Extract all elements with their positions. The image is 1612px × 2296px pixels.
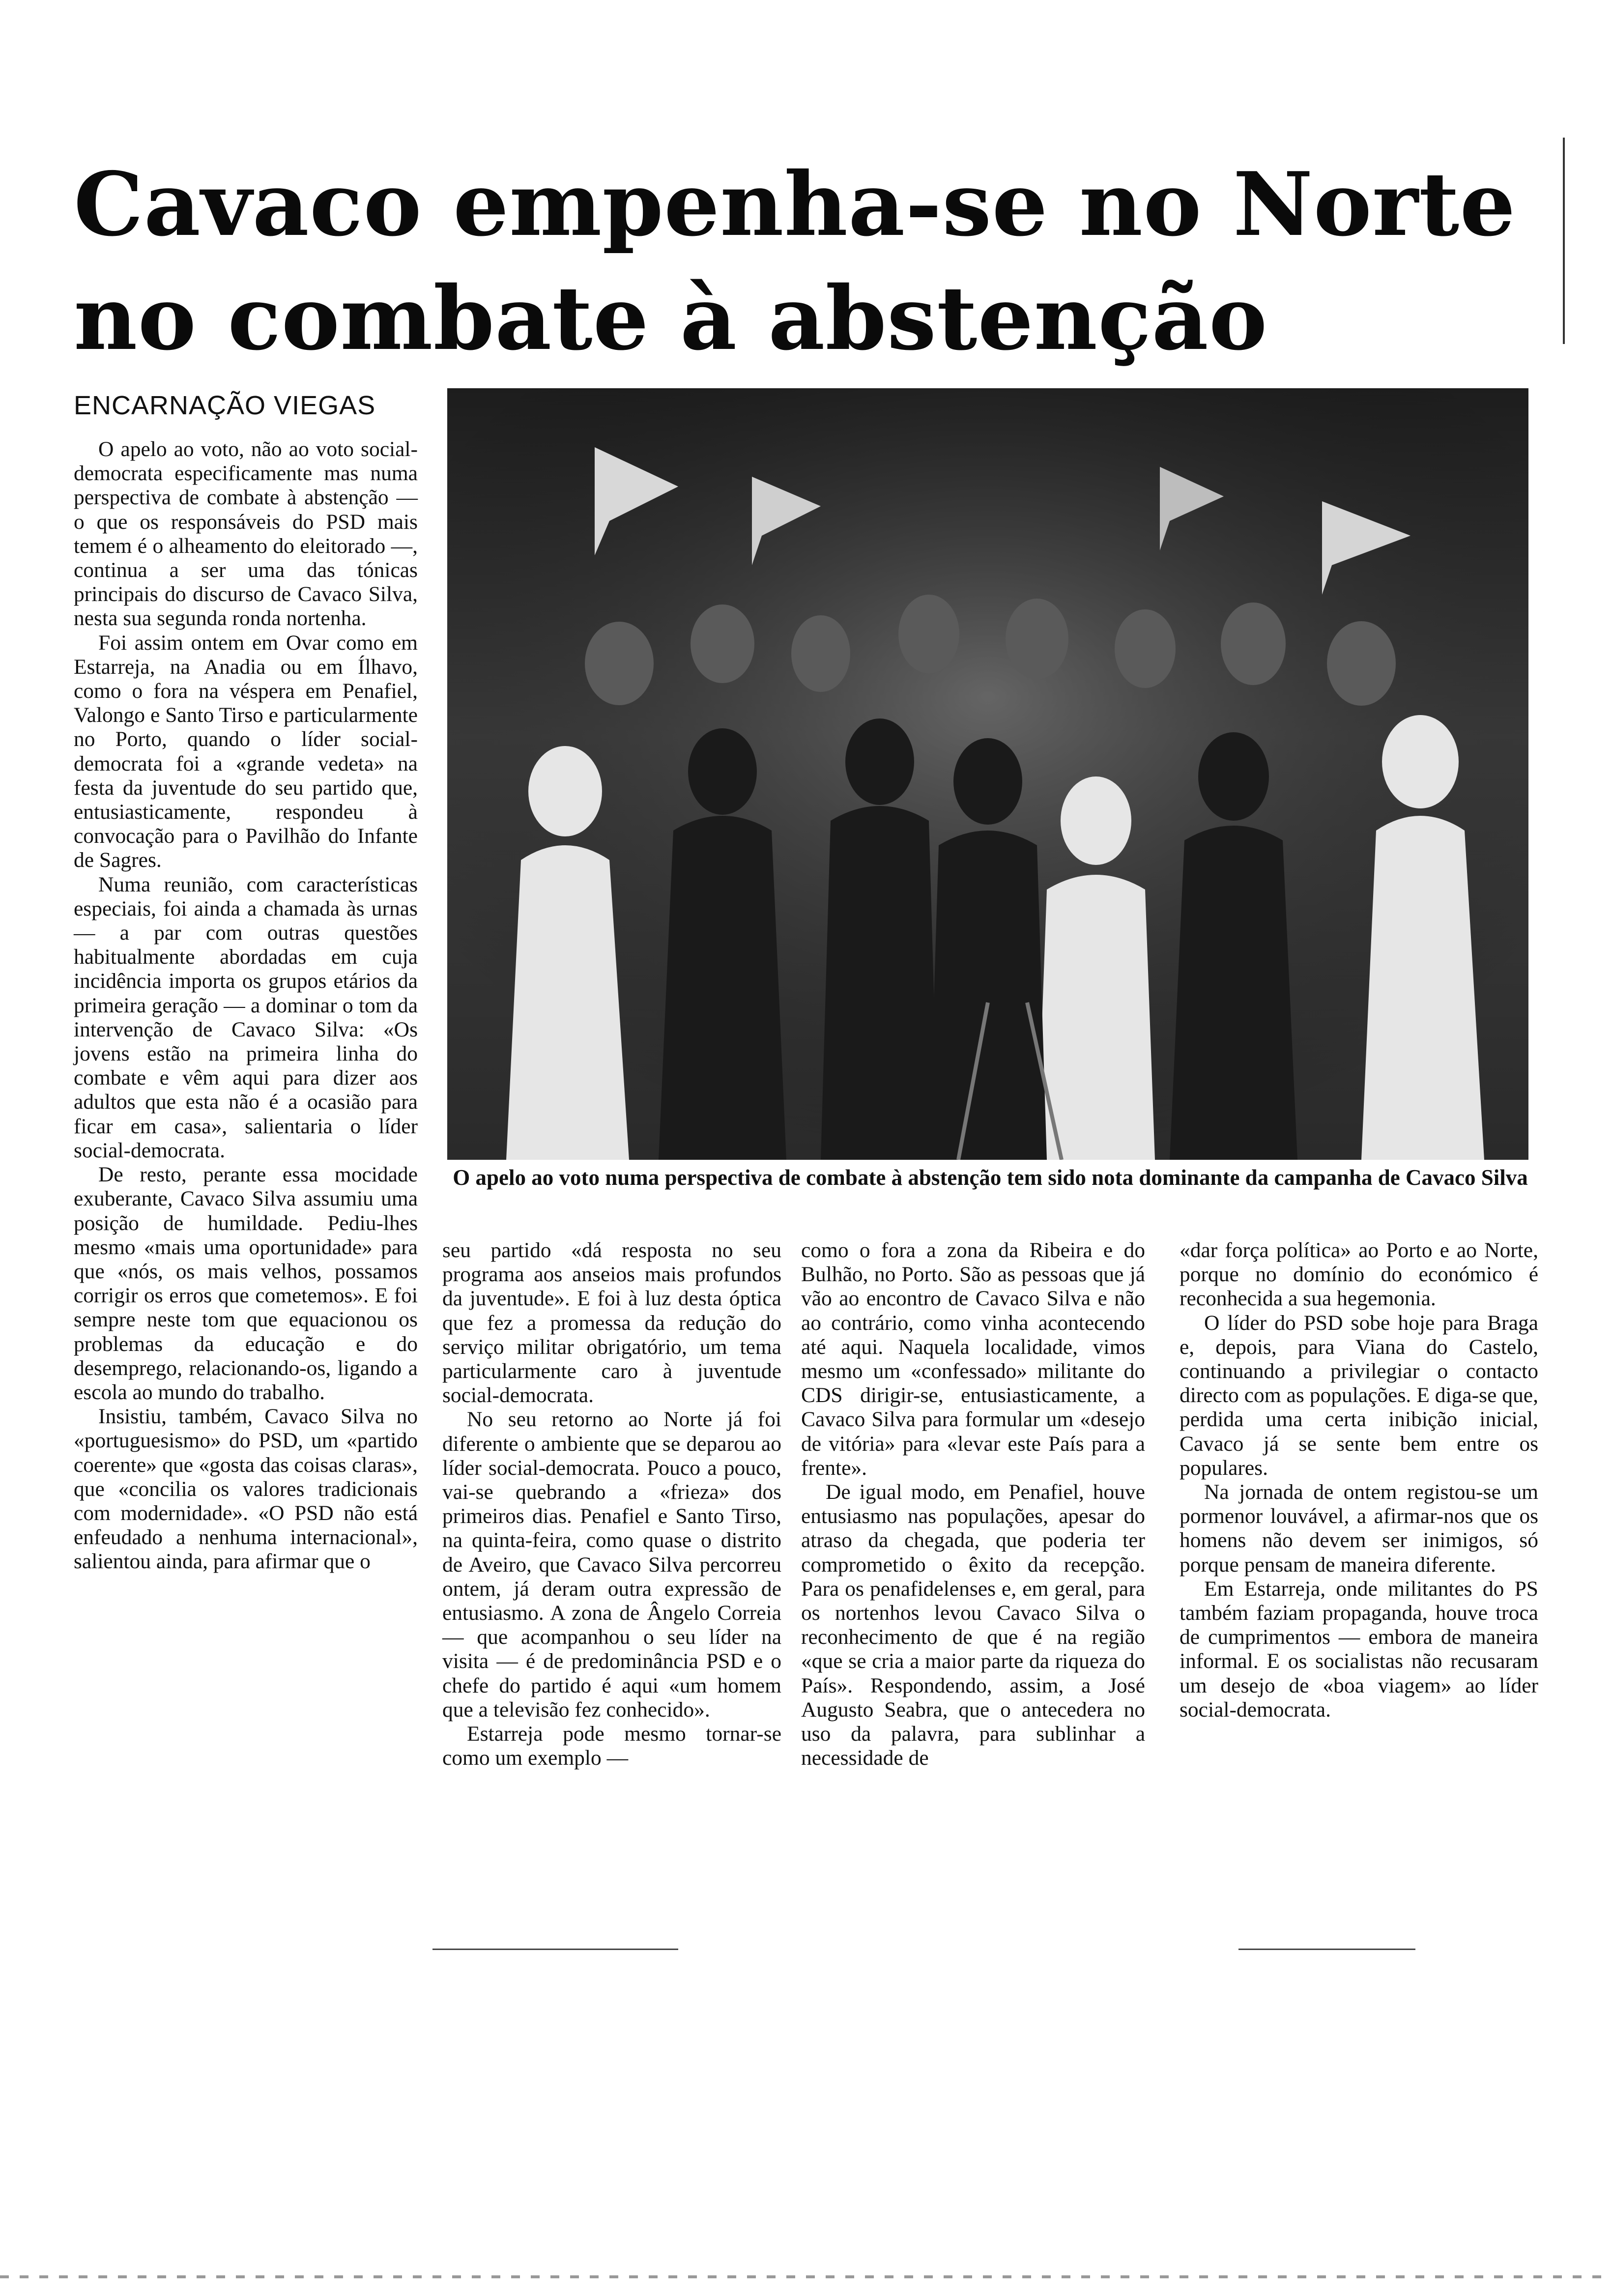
paragraph: «dar força política» ao Porto e ao Norte, porque no domínio do económico é reconhecida a sua hegemonia. xyxy=(1180,1238,1538,1311)
headline-line-1: Cavaco empenha-se no Norte xyxy=(74,153,1516,256)
paragraph: como o fora a zona da Ribeira e do Bulhão, no Porto. São as pessoas que já vão ao encontro de Cavaco Silva e não ao contrário, como vinha acontecendo até aqui. Naquela localidade, vimos mesmo um «confessado» militante do CDS dirigir-se, entusiasticamente, a Cavaco Silva para formular um «desejo de vitória» para «levar este País para a frente». xyxy=(801,1238,1145,1480)
bottom-rule xyxy=(432,1949,678,1950)
paragraph: De igual modo, em Penafiel, houve entusiasmo nas populações, apesar do atraso da chegada, que poderia ter comprometido o êxito da recepção. Para os penafidelenses e, em geral, para os nortenhos levou Cavaco Silva o reconhecimento de que é na região «que se cria a maior parte da riqueza do País». Respondendo, assim, a José Augusto Seabra, que o antecedera no uso da palavra, para sublinhar a necessidade de xyxy=(801,1480,1145,1770)
bottom-rule xyxy=(1238,1949,1415,1950)
paragraph: seu partido «dá resposta no seu programa aos anseios mais profundos da juventude». E foi à luz desta óptica que fez a promessa da redução do serviço militar obrigatório, um tema particularmente caro à juventude social-democrata. xyxy=(442,1238,781,1407)
column-divider xyxy=(1563,138,1565,344)
paragraph: No seu retorno ao Norte já foi diferente o ambiente que se deparou ao líder social-democrata. Pouco a pouco, vai-se quebrando a «frieza» dos primeiros dias. Penafiel e Santo Tirso, na quinta-feira, como quase o distrito de Aveiro, que Cavaco Silva percorreu ontem, já deram outra expressão de entusiasmo. A zona de Ângelo Correia — que acompanhou o seu líder na visita — é de predominância PSD e o chefe do partido é aqui «um homem que a televisão fez conhecido». xyxy=(442,1407,781,1722)
paragraph: Foi assim ontem em Ovar como em Estarreja, na Anadia ou em Ílhavo, como o fora na véspera em Penafiel, Valongo e Santo Tirso e particularmente no Porto, quando o líder social-democrata foi a «grande vedeta» na festa da juventude do seu partido que, entusiasticamente, respondeu à convocação para o Pavilhão do Infante de Sagres. xyxy=(74,631,418,872)
scan-noise xyxy=(0,2275,1612,2278)
photo-caption: O apelo ao voto numa perspectiva de combate à abstenção tem sido nota dominante da campanha de Cavaco Silva xyxy=(453,1165,1528,1190)
column-3 xyxy=(801,1238,1145,1770)
crowd-photo-image xyxy=(447,388,1528,1160)
paragraph: Na jornada de ontem registou-se um pormenor louvável, a afirmar-nos que os homens não devem ser inimigos, só porque pensam de maneira diferente. xyxy=(1180,1480,1538,1577)
paragraph: Numa reunião, com características especiais, foi ainda a chamada às urnas — a par com outras questões habitualmente abordadas em cuja incidência importa os grupos etários da primeira geração — a dominar o tom da intervenção de Cavaco Silva: «Os jovens estão na primeira linha do combate e vêm aqui para dizer aos adultos que esta não é a ocasião para ficar em casa», salientaria o líder social-democrata. xyxy=(74,872,418,1162)
column-2 xyxy=(442,1238,781,1770)
headline-line-2: no combate à abstenção xyxy=(74,267,1268,370)
headline xyxy=(74,147,1524,375)
column-4 xyxy=(1180,1238,1538,1722)
crowd-photo xyxy=(447,388,1528,1160)
paragraph: Em Estarreja, onde militantes do PS também faziam propaganda, houve troca de cumprimentos — embora de maneira informal. E os socialistas não recusaram um desejo de «boa viagem» ao líder social-democrata. xyxy=(1180,1577,1538,1722)
paragraph: O líder do PSD sobe hoje para Braga e, depois, para Viana do Castelo, continuando a privilegiar o contacto directo com as populações. E diga-se que, perdida uma certa inibição inicial, Cavaco já se sente bem entre os populares. xyxy=(1180,1311,1538,1480)
paragraph: De resto, perante essa mocidade exuberante, Cavaco Silva assumiu uma posição de humildade. Pediu-lhes mesmo «mais uma oportunidade» para que «nós, os mais velhos, possamos corrigir os erros que cometemos». E foi sempre neste tom que equacionou os problemas da educação e do desemprego, relacionando-os, ligando a escola ao mundo do trabalho. xyxy=(74,1163,418,1404)
column-1 xyxy=(74,437,418,1574)
byline: ENCARNAÇÃO VIEGAS xyxy=(74,391,376,420)
paragraph: Estarreja pode mesmo tornar-se como um exemplo — xyxy=(442,1722,781,1770)
paragraph: O apelo ao voto, não ao voto social-democrata especificamente mas numa perspectiva de combate à abstenção — o que os responsáveis do PSD mais temem é o alheamento do eleitorado —, continua a ser uma das tónicas principais do discurso de Cavaco Silva, nesta sua segunda ronda nortenha. xyxy=(74,437,418,631)
paragraph: Insistiu, também, Cavaco Silva no «portuguesismo» do PSD, um «partido coerente» que «gosta das coisas claras», que «concilia os valores tradicionais com modernidade». «O PSD não está enfeudado a nenhuma internacional», salientou ainda, para afirmar que o xyxy=(74,1405,418,1574)
